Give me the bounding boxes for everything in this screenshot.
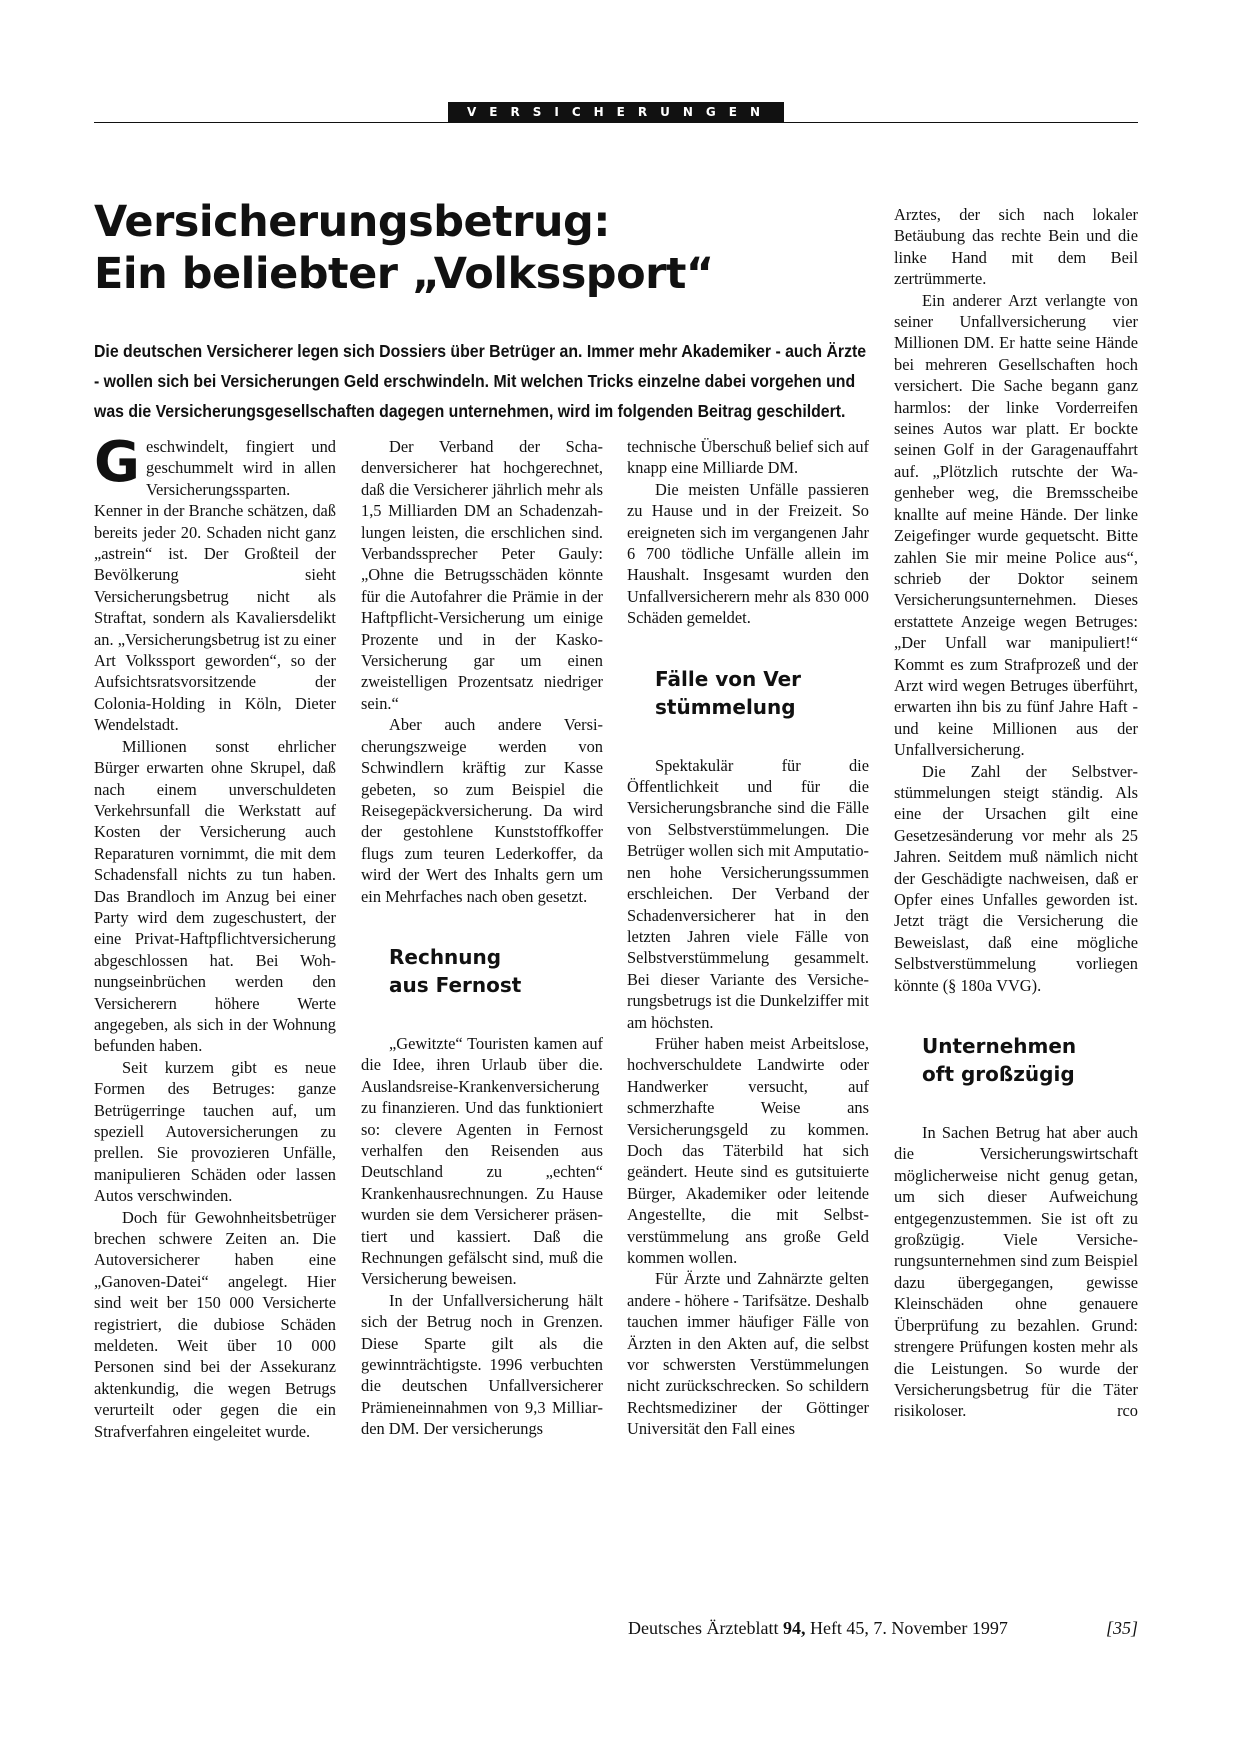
article-lead: Die deutschen Versicherer legen sich Dossiers über Betrüger an. Immer mehr Akademiker - auch Ärzte - wollen sich bei Versicherungen Geld erschwindeln. Mit welchen Tricks einzelne dabei vorgehen und was die Versicherungsgesellschaften dagegen unternehmen, wird im folgenden Beitrag geschildert.	[94, 341, 867, 421]
column-4	[894, 204, 1138, 1422]
article-headline	[94, 196, 884, 300]
subheading-rechnung	[389, 943, 603, 999]
paragraph-text: In Sachen Betrug hat aber auch die Versicherungswirtschaft möglicherweise nicht genug getan, um sich dieser Aufweichung entgegenzustemmen. Sie ist oft zu großzügig. Viele Versicherungsunternehmen sind zum Beispiel dazu übergegangen, gewisse Kleinschäden ohne genauere Überprüfung zu bezahlen. Grund: strengere Prüfungen kosten mehr als die Leistungen. So wurde der Versicherungsbetrug für die Täter risikoloser.	[894, 1123, 1138, 1421]
subheading-verstuemmelung	[655, 665, 869, 721]
paragraph	[894, 1122, 1138, 1422]
paragraph: Ein anderer Arzt verlangte von seiner Unfallversicherung vier Millionen DM. Er hatte seine Hände bei mehreren Gesellschaften hoch versichert. Die Sache begann ganz harmlos: der linke Vorderreifen seines Autos war platt. Er bockte seinen Golf in der Garagenauffahrt auf. „Plötzlich rutschte der Wagenheber weg, die Bremsscheibe knallte auf meine Hände. Der linke Zeigefinger wurde gequetscht. Bitte zahlen Sie mir meine Police aus“, schrieb der Doktor seinem Versicherungsunternehmen. Dieses erstattete Anzeige wegen Betruges: „Der Unfall war manipuliert!“ Kommt es zum Strafprozeß und der Arzt wird wegen Betruges überführt, erwarten ihn bis zu fünf Jahre Haft - und keine Millionen aus der Unfallversicherung.	[894, 290, 1138, 760]
paragraph-text: eschwindelt, fingiert und geschummelt wird in allen Versicherungssparten. Kenner in der Branche schätzen, daß bereits jeder 20. Schaden nicht ganz „astrein“ ist. Der Großteil der Bevölkerung sieht Versicherungsbetrug nicht als Straftat, sondern als Kavaliersdelikt an. „Versicherungsbetrug ist zu einer Art Volkssport geworden“, so der Aufsichtsratsvorsitzende der Colonia-Holding in Köln, Dieter Wendelstadt.	[94, 437, 336, 735]
footer-journal	[628, 1616, 1008, 1640]
paragraph: In der Unfallversicherung hält sich der Betrug noch in Grenzen. Diese Sparte gilt als die gewinnträchtigste. 1996 verbuchten die deutschen Unfallversicherer Prämieneinnahmen von 9,3 Milliarden DM. Der versicherungs	[361, 1290, 603, 1439]
section-label: VERSICHERUNGEN	[448, 102, 784, 122]
subheading-line-2: stümmelung	[655, 694, 796, 719]
column-1	[94, 430, 336, 1442]
subheading-line-1: Rechnung	[389, 944, 502, 969]
header-rule	[94, 122, 1138, 123]
headline-line-2: Ein beliebter „Volkssport“	[94, 249, 714, 299]
paragraph: Arztes, der sich nach lokaler Betäubung das rechte Bein und die linke Hand mit dem Beil zertrümmerte.	[894, 205, 1138, 289]
author-initials: rco	[1117, 1401, 1138, 1421]
paragraph: technische Überschuß belief sich auf knapp eine Milliarde DM.	[627, 437, 869, 478]
subheading-line-1: Unternehmen	[922, 1034, 1077, 1059]
paragraph: Die meisten Unfälle passieren zu Hause und in der Freizeit. So ereigneten sich im vergangenen Jahr 6 700 tödliche Unfälle allein im Haushalt. Insgesamt wurden den Unfallversicherern mehr als 830 000 Schäden gemeldet.	[627, 479, 869, 628]
paragraph: Für Ärzte und Zahnärzte gelten andere - höhere - Tarifsätze. Deshalb tauchen immer häufiger Fälle von Ärzten in den Akten auf, die selbst vor schwersten Verstümmelungen nicht zurückschrecken. So schildern Rechtsmediziner der Göttinger Universität den Fall eines	[627, 1269, 869, 1439]
column-3	[627, 436, 869, 1440]
paragraph: Doch für Gewohnheitsbetrüger brechen schwere Zeiten an. Die Autoversicherer haben eine „Ganoven-Datei“ angelegt. Hier sind weit ber 150 000 Versicherte registriert, die dubiose Schäden meldeten. Weit über 10 000 Personen sind bei der Assekuranz aktenkundig, die wegen Betrugs verurteilt oder gegen die ein Strafverfahren eingeleitet wurde.	[94, 1207, 336, 1441]
paragraph: Früher haben meist Arbeitslose, hochverschuldete Landwirte oder Handwerker versucht, auf schmerzhafte Weise ans Versicherungsgeld zu kommen. Doch das Täterbild hat sich geändert. Heute sind es gutsituierte Bürger, Akademiker oder leitende Angestellte, die mit Selbstverstümmelung ans große Geld kommen wollen.	[627, 1033, 869, 1267]
subheading-unternehmen	[922, 1032, 1138, 1088]
paragraph: „Gewitzte“ Touristen kamen auf die Idee, ihren Urlaub über die. Auslandsreise-Krankenversicherung zu finanzieren. Und das funktioniert so: clevere Agenten in Fernost verhalfen den Reisenden aus Deutschland zu „echten“ Krankenhausrechnungen. Zu Hause wurden sie dem Versicherer präsentiert und kassiert. Daß die Rechnungen gefälscht sind, muß die Versicherung beweisen.	[361, 1033, 603, 1289]
column-2	[361, 436, 603, 1440]
drop-cap: G	[94, 430, 140, 495]
subheading-line-1: Fälle von Ver	[655, 666, 802, 691]
paragraph: Der Verband der Schadenversicherer hat hochgerechnet, daß die Versicherer jährlich mehr als 1,5 Milliarden DM an Schadenzahlungen leisten, die erschlichen sind. Verbandssprecher Peter Gauly: „Ohne die Betrugsschäden könnte für die Autofahrer die Prämie in der Haftpflicht-Versicherung um einige Prozente und in der Kasko-Versicherung gar um einen zweistelligen Prozentsatz niedriger sein.“	[361, 437, 603, 713]
journal-issue: Heft 45, 7. November 1997	[809, 1618, 1008, 1638]
paragraph: Millionen sonst ehrlicher Bürger erwarten ohne Skrupel, daß nach einem unverschuldeten Verkehrsunfall die Werkstatt auf Kosten der Versicherung auch Reparaturen vornimmt, die mit dem Schadensfall nichts zu tun haben. Das Brandloch im Anzug bei einer Party wird dem zugeschustert, der eine Privat-Haftpflichtversicherung abgeschlossen hat. Bei Wohnungseinbrüchen werden den Versicherern höhere Werte angegeben, als sich in der Wohnung befunden haben.	[94, 736, 336, 1056]
subheading-line-2: oft großzügig	[922, 1062, 1075, 1087]
paragraph: Die Zahl der Selbstverstümmelungen steigt ständig. Als eine der Ursachen gilt eine Gesetzesänderung vor mehr als 25 Jahren. Seitdem muß nämlich nicht der Geschädigte nachweisen, daß er Opfer eines Unfalles geworden ist. Jetzt trägt die Versicherung die Beweislast, daß eine mögliche Selbstverstümmelung vorliegen könnte (§ 180a VVG).	[894, 761, 1138, 995]
paragraph: Seit kurzem gibt es neue Formen des Betruges: ganze Betrügerringe tauchen auf, um speziell Autoversicherungen zu prellen. Sie provozieren Unfälle, manipulieren Schäden oder lassen Autos verschwinden.	[94, 1057, 336, 1206]
headline-line-1: Versicherungsbetrug:	[94, 197, 610, 247]
journal-name: Deutsches Ärzteblatt	[628, 1618, 779, 1638]
paragraph	[94, 430, 336, 736]
paragraph: Spektakulär für die Öffentlichkeit und für die Versicherungsbranche sind die Fälle von Selbstverstümmelungen. Die Betrüger wollen sich mit Amputationen hohe Versicherungssummen erschleichen. Der Verband der Schadenversicherer hat in den letzten Jahren viele Fälle von Selbstverstümmelung gesammelt. Bei dieser Variante des Versicherungsbetrugs ist die Dunkelziffer mit am höchsten.	[627, 755, 869, 1032]
journal-volume: 94,	[782, 1618, 806, 1638]
subheading-line-2: aus Fernost	[389, 972, 522, 997]
paragraph: Aber auch andere Versicherungszweige werden von Schwindlern kräftig zur Kasse gebeten, so zum Beispiel die Reisegepäckversicherung. Da wird der gestohlene Kunststoffkoffer flugs zum teuren Lederkoffer, da wird der Wert des Inhalts gern um ein Mehrfaches nach oben gesetzt.	[361, 715, 603, 906]
page-number: [35]	[1105, 1618, 1138, 1638]
